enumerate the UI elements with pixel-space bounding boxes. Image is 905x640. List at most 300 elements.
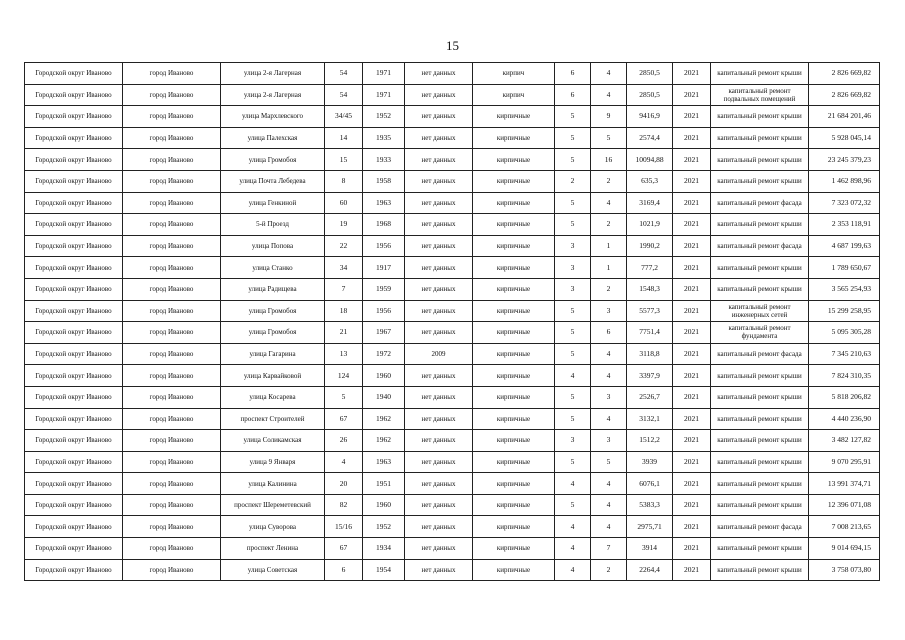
year-built-cell: 1935 [363, 127, 405, 149]
plan-year-cell: 2021 [673, 559, 711, 581]
entrances-cell: 2 [591, 214, 627, 236]
area-cell: 2526,7 [627, 386, 673, 408]
year-built-cell: 1933 [363, 149, 405, 171]
plan-year-cell: 2021 [673, 300, 711, 322]
year-built-cell: 1960 [363, 365, 405, 387]
work-type-cell: капитальный ремонт фасада [711, 516, 809, 538]
cost-cell: 2 353 118,91 [809, 214, 880, 236]
street-cell: улица 9 Января [221, 451, 325, 473]
table-row [25, 516, 880, 538]
area-cell: 6076,1 [627, 473, 673, 495]
overhaul-year-cell: нет данных [405, 322, 473, 344]
settlement-cell: город Иваново [123, 365, 221, 387]
municipality-cell: Городской округ Иваново [25, 84, 123, 106]
overhaul-year-cell: нет данных [405, 300, 473, 322]
street-cell: улица Мархлевского [221, 106, 325, 128]
street-cell: улица Карвайковой [221, 365, 325, 387]
entrances-cell: 2 [591, 559, 627, 581]
area-cell: 5577,3 [627, 300, 673, 322]
municipality-cell: Городской округ Иваново [25, 214, 123, 236]
year-built-cell: 1956 [363, 300, 405, 322]
table-row [25, 170, 880, 192]
floors-cell: 3 [555, 257, 591, 279]
work-type-cell: капитальный ремонт крыши [711, 127, 809, 149]
floors-cell: 5 [555, 192, 591, 214]
area-cell: 2975,71 [627, 516, 673, 538]
floors-cell: 5 [555, 451, 591, 473]
entrances-cell: 7 [591, 538, 627, 560]
plan-year-cell: 2021 [673, 451, 711, 473]
year-built-cell: 1963 [363, 451, 405, 473]
wall-material-cell: кирпичные [473, 235, 555, 257]
settlement-cell: город Иваново [123, 343, 221, 365]
cost-cell: 15 299 258,95 [809, 300, 880, 322]
overhaul-year-cell: нет данных [405, 365, 473, 387]
municipality-cell: Городской округ Иваново [25, 408, 123, 430]
work-type-cell: капитальный ремонт фасада [711, 192, 809, 214]
cost-cell: 21 684 201,46 [809, 106, 880, 128]
settlement-cell: город Иваново [123, 430, 221, 452]
overhaul-year-cell: нет данных [405, 408, 473, 430]
municipality-cell: Городской округ Иваново [25, 106, 123, 128]
table-row [25, 192, 880, 214]
overhaul-year-cell: нет данных [405, 538, 473, 560]
street-cell: улица Косарева [221, 386, 325, 408]
year-built-cell: 1952 [363, 106, 405, 128]
municipality-cell: Городской округ Иваново [25, 430, 123, 452]
wall-material-cell: кирпичные [473, 430, 555, 452]
work-type-cell: капитальный ремонт крыши [711, 63, 809, 85]
wall-material-cell: кирпичные [473, 451, 555, 473]
street-cell: улица Палехская [221, 127, 325, 149]
wall-material-cell: кирпичные [473, 343, 555, 365]
municipality-cell: Городской округ Иваново [25, 451, 123, 473]
settlement-cell: город Иваново [123, 559, 221, 581]
table-row [25, 257, 880, 279]
year-built-cell: 1958 [363, 170, 405, 192]
work-type-cell: капитальный ремонт крыши [711, 559, 809, 581]
work-type-cell: капитальный ремонт крыши [711, 473, 809, 495]
area-cell: 1512,2 [627, 430, 673, 452]
area-cell: 5383,3 [627, 494, 673, 516]
area-cell: 3169,4 [627, 192, 673, 214]
work-type-cell: капитальный ремонт крыши [711, 278, 809, 300]
house-number-cell: 15 [325, 149, 363, 171]
municipality-cell: Городской округ Иваново [25, 365, 123, 387]
municipality-cell: Городской округ Иваново [25, 538, 123, 560]
area-cell: 1990,2 [627, 235, 673, 257]
municipality-cell: Городской округ Иваново [25, 149, 123, 171]
municipality-cell: Городской округ Иваново [25, 278, 123, 300]
house-number-cell: 60 [325, 192, 363, 214]
cost-cell: 7 008 213,65 [809, 516, 880, 538]
work-type-cell: капитальный ремонт крыши [711, 386, 809, 408]
house-number-cell: 4 [325, 451, 363, 473]
floors-cell: 4 [555, 365, 591, 387]
cost-cell: 5 818 206,82 [809, 386, 880, 408]
floors-cell: 4 [555, 516, 591, 538]
house-number-cell: 54 [325, 84, 363, 106]
cost-cell: 1 789 650,67 [809, 257, 880, 279]
work-type-cell: капитальный ремонт фундамента [711, 322, 809, 344]
area-cell: 3132,1 [627, 408, 673, 430]
house-number-cell: 34/45 [325, 106, 363, 128]
settlement-cell: город Иваново [123, 149, 221, 171]
entrances-cell: 1 [591, 235, 627, 257]
floors-cell: 2 [555, 170, 591, 192]
table-row [25, 386, 880, 408]
floors-cell: 4 [555, 559, 591, 581]
year-built-cell: 1940 [363, 386, 405, 408]
year-built-cell: 1951 [363, 473, 405, 495]
street-cell: улица Попова [221, 235, 325, 257]
cost-cell: 3 482 127,82 [809, 430, 880, 452]
table-row [25, 559, 880, 581]
entrances-cell: 1 [591, 257, 627, 279]
house-number-cell: 26 [325, 430, 363, 452]
area-cell: 3118,8 [627, 343, 673, 365]
wall-material-cell: кирпич [473, 84, 555, 106]
work-type-cell: капитальный ремонт крыши [711, 257, 809, 279]
plan-year-cell: 2021 [673, 494, 711, 516]
cost-cell: 7 345 210,63 [809, 343, 880, 365]
overhaul-year-cell: нет данных [405, 257, 473, 279]
table-row [25, 149, 880, 171]
area-cell: 2574,4 [627, 127, 673, 149]
street-cell: улица Советская [221, 559, 325, 581]
table-row [25, 343, 880, 365]
plan-year-cell: 2021 [673, 63, 711, 85]
area-cell: 3939 [627, 451, 673, 473]
municipality-cell: Городской округ Иваново [25, 127, 123, 149]
municipality-cell: Городской округ Иваново [25, 494, 123, 516]
floors-cell: 3 [555, 430, 591, 452]
cost-cell: 7 824 310,35 [809, 365, 880, 387]
cost-cell: 1 462 898,96 [809, 170, 880, 192]
floors-cell: 4 [555, 538, 591, 560]
overhaul-year-cell: нет данных [405, 430, 473, 452]
floors-cell: 5 [555, 322, 591, 344]
floors-cell: 5 [555, 408, 591, 430]
floors-cell: 5 [555, 300, 591, 322]
entrances-cell: 4 [591, 365, 627, 387]
settlement-cell: город Иваново [123, 235, 221, 257]
street-cell: улица Почта Лебедева [221, 170, 325, 192]
year-built-cell: 1963 [363, 192, 405, 214]
settlement-cell: город Иваново [123, 192, 221, 214]
work-type-cell: капитальный ремонт фасада [711, 235, 809, 257]
work-type-cell: капитальный ремонт крыши [711, 106, 809, 128]
municipality-cell: Городской округ Иваново [25, 257, 123, 279]
municipality-cell: Городской округ Иваново [25, 473, 123, 495]
area-cell: 1021,9 [627, 214, 673, 236]
floors-cell: 3 [555, 278, 591, 300]
table-row [25, 408, 880, 430]
table-row [25, 106, 880, 128]
overhaul-year-cell: нет данных [405, 278, 473, 300]
settlement-cell: город Иваново [123, 257, 221, 279]
floors-cell: 5 [555, 127, 591, 149]
overhaul-year-cell: нет данных [405, 559, 473, 581]
house-number-cell: 22 [325, 235, 363, 257]
plan-year-cell: 2021 [673, 408, 711, 430]
area-cell: 2850,5 [627, 63, 673, 85]
cost-cell: 3 758 073,80 [809, 559, 880, 581]
work-type-cell: капитальный ремонт крыши [711, 451, 809, 473]
floors-cell: 4 [555, 473, 591, 495]
house-number-cell: 67 [325, 408, 363, 430]
house-number-cell: 18 [325, 300, 363, 322]
year-built-cell: 1962 [363, 408, 405, 430]
area-cell: 7751,4 [627, 322, 673, 344]
table-row [25, 63, 880, 85]
settlement-cell: город Иваново [123, 214, 221, 236]
year-built-cell: 1934 [363, 538, 405, 560]
wall-material-cell: кирпичные [473, 494, 555, 516]
municipality-cell: Городской округ Иваново [25, 343, 123, 365]
overhaul-year-cell: нет данных [405, 473, 473, 495]
street-cell: проспект Шереметевский [221, 494, 325, 516]
municipality-cell: Городской округ Иваново [25, 63, 123, 85]
area-cell: 635,3 [627, 170, 673, 192]
municipality-cell: Городской округ Иваново [25, 235, 123, 257]
house-number-cell: 14 [325, 127, 363, 149]
settlement-cell: город Иваново [123, 106, 221, 128]
entrances-cell: 2 [591, 170, 627, 192]
entrances-cell: 4 [591, 516, 627, 538]
year-built-cell: 1967 [363, 322, 405, 344]
cost-cell: 3 565 254,93 [809, 278, 880, 300]
plan-year-cell: 2021 [673, 257, 711, 279]
street-cell: улица Радищева [221, 278, 325, 300]
table-row [25, 494, 880, 516]
wall-material-cell: кирпичные [473, 559, 555, 581]
plan-year-cell: 2021 [673, 430, 711, 452]
overhaul-year-cell: нет данных [405, 106, 473, 128]
street-cell: улица 2-я Лагерная [221, 63, 325, 85]
wall-material-cell: кирпичные [473, 300, 555, 322]
wall-material-cell: кирпичные [473, 365, 555, 387]
street-cell: улица Станко [221, 257, 325, 279]
house-number-cell: 6 [325, 559, 363, 581]
street-cell: 5-й Проезд [221, 214, 325, 236]
settlement-cell: город Иваново [123, 84, 221, 106]
cost-cell: 5 095 305,28 [809, 322, 880, 344]
table-row [25, 365, 880, 387]
work-type-cell: капитальный ремонт подвальных помещений [711, 84, 809, 106]
registry-table [24, 62, 880, 581]
wall-material-cell: кирпич [473, 63, 555, 85]
table-row [25, 278, 880, 300]
work-type-cell: капитальный ремонт крыши [711, 494, 809, 516]
cost-cell: 23 245 379,23 [809, 149, 880, 171]
entrances-cell: 16 [591, 149, 627, 171]
house-number-cell: 54 [325, 63, 363, 85]
street-cell: улица Калинина [221, 473, 325, 495]
entrances-cell: 5 [591, 451, 627, 473]
street-cell: улица Генкиной [221, 192, 325, 214]
floors-cell: 6 [555, 63, 591, 85]
overhaul-year-cell: нет данных [405, 494, 473, 516]
work-type-cell: капитальный ремонт инженерных сетей [711, 300, 809, 322]
street-cell: улица 2-я Лагерная [221, 84, 325, 106]
area-cell: 2264,4 [627, 559, 673, 581]
plan-year-cell: 2021 [673, 322, 711, 344]
settlement-cell: город Иваново [123, 473, 221, 495]
entrances-cell: 4 [591, 343, 627, 365]
street-cell: проспект Ленина [221, 538, 325, 560]
settlement-cell: город Иваново [123, 451, 221, 473]
work-type-cell: капитальный ремонт крыши [711, 149, 809, 171]
area-cell: 3397,9 [627, 365, 673, 387]
settlement-cell: город Иваново [123, 278, 221, 300]
street-cell: улица Соликамская [221, 430, 325, 452]
house-number-cell: 67 [325, 538, 363, 560]
floors-cell: 5 [555, 343, 591, 365]
work-type-cell: капитальный ремонт фасада [711, 343, 809, 365]
year-built-cell: 1971 [363, 63, 405, 85]
year-built-cell: 1917 [363, 257, 405, 279]
plan-year-cell: 2021 [673, 516, 711, 538]
wall-material-cell: кирпичные [473, 386, 555, 408]
overhaul-year-cell: нет данных [405, 149, 473, 171]
year-built-cell: 1972 [363, 343, 405, 365]
cost-cell: 2 826 669,82 [809, 63, 880, 85]
year-built-cell: 1954 [363, 559, 405, 581]
overhaul-year-cell: нет данных [405, 170, 473, 192]
area-cell: 777,2 [627, 257, 673, 279]
entrances-cell: 3 [591, 300, 627, 322]
street-cell: улица Суворова [221, 516, 325, 538]
wall-material-cell: кирпичные [473, 278, 555, 300]
wall-material-cell: кирпичные [473, 214, 555, 236]
table-row [25, 322, 880, 344]
cost-cell: 5 928 045,14 [809, 127, 880, 149]
year-built-cell: 1971 [363, 84, 405, 106]
house-number-cell: 13 [325, 343, 363, 365]
overhaul-year-cell: нет данных [405, 386, 473, 408]
municipality-cell: Городской округ Иваново [25, 559, 123, 581]
settlement-cell: город Иваново [123, 170, 221, 192]
table-row [25, 451, 880, 473]
floors-cell: 5 [555, 494, 591, 516]
plan-year-cell: 2021 [673, 84, 711, 106]
house-number-cell: 8 [325, 170, 363, 192]
house-number-cell: 20 [325, 473, 363, 495]
year-built-cell: 1960 [363, 494, 405, 516]
plan-year-cell: 2021 [673, 538, 711, 560]
overhaul-year-cell: нет данных [405, 516, 473, 538]
settlement-cell: город Иваново [123, 127, 221, 149]
wall-material-cell: кирпичные [473, 106, 555, 128]
entrances-cell: 3 [591, 386, 627, 408]
settlement-cell: город Иваново [123, 516, 221, 538]
entrances-cell: 2 [591, 278, 627, 300]
cost-cell: 12 396 071,08 [809, 494, 880, 516]
table-row [25, 473, 880, 495]
year-built-cell: 1952 [363, 516, 405, 538]
overhaul-year-cell: нет данных [405, 451, 473, 473]
table-row [25, 214, 880, 236]
plan-year-cell: 2021 [673, 127, 711, 149]
year-built-cell: 1956 [363, 235, 405, 257]
area-cell: 1548,3 [627, 278, 673, 300]
cost-cell: 2 826 669,82 [809, 84, 880, 106]
entrances-cell: 4 [591, 84, 627, 106]
table-row [25, 235, 880, 257]
municipality-cell: Городской округ Иваново [25, 192, 123, 214]
overhaul-year-cell: 2009 [405, 343, 473, 365]
floors-cell: 6 [555, 84, 591, 106]
wall-material-cell: кирпичные [473, 408, 555, 430]
house-number-cell: 5 [325, 386, 363, 408]
settlement-cell: город Иваново [123, 322, 221, 344]
entrances-cell: 5 [591, 127, 627, 149]
municipality-cell: Городской округ Иваново [25, 170, 123, 192]
work-type-cell: капитальный ремонт крыши [711, 538, 809, 560]
entrances-cell: 4 [591, 494, 627, 516]
wall-material-cell: кирпичные [473, 322, 555, 344]
entrances-cell: 4 [591, 63, 627, 85]
house-number-cell: 15/16 [325, 516, 363, 538]
work-type-cell: капитальный ремонт крыши [711, 365, 809, 387]
house-number-cell: 82 [325, 494, 363, 516]
settlement-cell: город Иваново [123, 538, 221, 560]
table-row [25, 127, 880, 149]
work-type-cell: капитальный ремонт крыши [711, 430, 809, 452]
wall-material-cell: кирпичные [473, 538, 555, 560]
work-type-cell: капитальный ремонт крыши [711, 170, 809, 192]
year-built-cell: 1968 [363, 214, 405, 236]
entrances-cell: 6 [591, 322, 627, 344]
plan-year-cell: 2021 [673, 235, 711, 257]
overhaul-year-cell: нет данных [405, 214, 473, 236]
floors-cell: 5 [555, 214, 591, 236]
municipality-cell: Городской округ Иваново [25, 386, 123, 408]
street-cell: проспект Строителей [221, 408, 325, 430]
plan-year-cell: 2021 [673, 106, 711, 128]
overhaul-year-cell: нет данных [405, 63, 473, 85]
settlement-cell: город Иваново [123, 300, 221, 322]
settlement-cell: город Иваново [123, 63, 221, 85]
plan-year-cell: 2021 [673, 170, 711, 192]
municipality-cell: Городской округ Иваново [25, 322, 123, 344]
year-built-cell: 1962 [363, 430, 405, 452]
table-row [25, 538, 880, 560]
wall-material-cell: кирпичные [473, 149, 555, 171]
municipality-cell: Городской округ Иваново [25, 516, 123, 538]
plan-year-cell: 2021 [673, 365, 711, 387]
settlement-cell: город Иваново [123, 494, 221, 516]
entrances-cell: 3 [591, 430, 627, 452]
overhaul-year-cell: нет данных [405, 235, 473, 257]
floors-cell: 5 [555, 386, 591, 408]
settlement-cell: город Иваново [123, 408, 221, 430]
settlement-cell: город Иваново [123, 386, 221, 408]
table-row [25, 300, 880, 322]
page-number: 15 [446, 38, 459, 53]
entrances-cell: 4 [591, 192, 627, 214]
cost-cell: 4 687 199,63 [809, 235, 880, 257]
area-cell: 9416,9 [627, 106, 673, 128]
entrances-cell: 4 [591, 408, 627, 430]
overhaul-year-cell: нет данных [405, 192, 473, 214]
plan-year-cell: 2021 [673, 278, 711, 300]
wall-material-cell: кирпичные [473, 516, 555, 538]
street-cell: улица Гагарина [221, 343, 325, 365]
house-number-cell: 19 [325, 214, 363, 236]
house-number-cell: 34 [325, 257, 363, 279]
